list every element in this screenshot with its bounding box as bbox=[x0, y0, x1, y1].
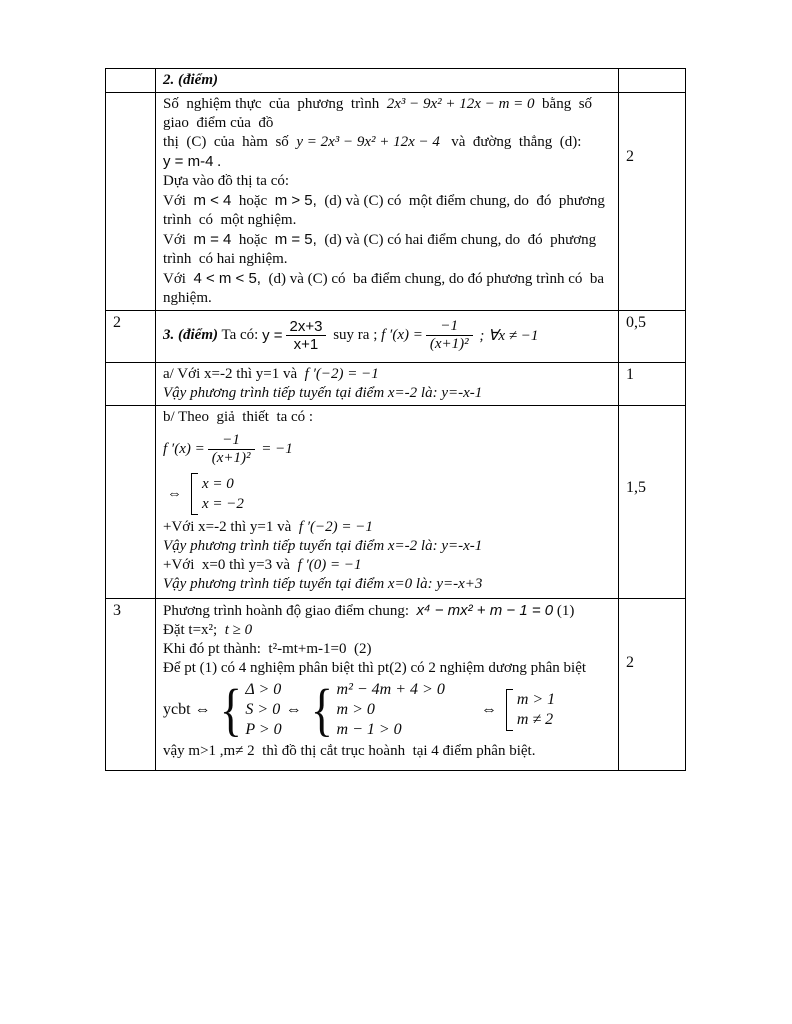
condition: Δ > 0 bbox=[245, 681, 282, 698]
question-number: 2 bbox=[113, 314, 121, 331]
text-run: . bbox=[213, 154, 221, 170]
math-expression: ; ∀x ≠ −1 bbox=[475, 328, 539, 344]
left-bracket-icon bbox=[191, 472, 244, 516]
mark-value: 1 bbox=[626, 366, 634, 383]
cell-question-number bbox=[106, 406, 156, 599]
table-row bbox=[106, 599, 686, 771]
text-run: a/ Với x=-2 thì y=1 và bbox=[163, 366, 305, 382]
iff-arrow: ⇔ bbox=[194, 701, 211, 718]
solution-table bbox=[105, 68, 686, 771]
math-expression: 2x³ − 9x² + 12x − m = 0 bbox=[386, 96, 535, 112]
math-expression: x⁴ − mx² + m − 1 = 0 bbox=[416, 602, 554, 619]
iff-arrow: ⇔ bbox=[167, 485, 182, 502]
cell-mark bbox=[619, 363, 686, 406]
text-run: Với bbox=[163, 193, 194, 209]
case-value: m ≠ 2 bbox=[516, 711, 554, 728]
math-expression: t ≥ 0 bbox=[224, 622, 253, 638]
fraction bbox=[426, 318, 473, 353]
text-run: thị (C) của hàm số bbox=[163, 134, 297, 150]
case-stack bbox=[517, 690, 555, 730]
text-run: Để pt (1) có 4 nghiệm phân biệt thì pt(2) có 2 nghiệm dương phân biệt bbox=[163, 660, 587, 676]
cell-mark bbox=[619, 69, 686, 93]
text-run: (d) và (C) có hai điểm chung, do đó phương bbox=[316, 232, 597, 248]
table-row bbox=[106, 93, 686, 311]
table-row bbox=[106, 311, 686, 363]
text-run: trình có hai nghiệm. bbox=[163, 251, 288, 267]
math-expression: 4 < m < 5, bbox=[193, 270, 261, 287]
text-run: Dựa vào đồ thị ta có: bbox=[163, 173, 290, 189]
math-expression: y = bbox=[262, 327, 283, 344]
left-bracket-icon bbox=[506, 688, 555, 732]
section-title: 2. (điểm) bbox=[163, 72, 218, 88]
fraction bbox=[286, 318, 327, 353]
iff-arrow: ⇔ bbox=[480, 701, 497, 718]
math-expression: m > 5, bbox=[274, 192, 317, 209]
text-run: (d) và (C) có một điểm chung, do đó phương bbox=[316, 193, 605, 209]
cell-content bbox=[156, 363, 619, 406]
text-run: ycbt bbox=[163, 701, 191, 718]
math-expression: f ′(−2) = −1 bbox=[304, 366, 379, 382]
case-value: x = 0 bbox=[202, 476, 234, 492]
cell-question-number bbox=[106, 363, 156, 406]
text-run: Khi đó pt thành: t²-mt+m-1=0 (2) bbox=[163, 641, 372, 657]
cell-content bbox=[156, 93, 619, 311]
text-run: hoặc bbox=[231, 193, 275, 209]
text-run: nghiệm. bbox=[163, 290, 212, 306]
math-expression: f ′(x) = bbox=[381, 327, 423, 343]
text-run: hoặc bbox=[231, 232, 275, 248]
cell-question-number bbox=[106, 69, 156, 93]
mark-value: 2 bbox=[626, 148, 634, 165]
text-run: Vậy phương trình tiếp tuyến tại điểm x=0 là: y=-x+3 bbox=[163, 576, 483, 592]
left-brace-icon: { bbox=[219, 677, 242, 743]
text-run: Vậy phương trình tiếp tuyến tại điểm x=-2 là: y=-x-1 bbox=[163, 385, 483, 401]
fraction-denominator: (x+1)² bbox=[211, 450, 251, 466]
question-number: 3 bbox=[113, 602, 121, 619]
condition: m² − 4m + 4 > 0 bbox=[336, 681, 445, 698]
cell-content bbox=[156, 599, 619, 771]
cell-mark bbox=[619, 93, 686, 311]
text-run: bằng số bbox=[534, 96, 593, 112]
cell-question-number bbox=[106, 311, 156, 363]
text-run: (d) và (C) có ba điểm chung, do đó phương trình có ba bbox=[260, 271, 605, 287]
section-title: 3. (điểm) bbox=[163, 327, 218, 343]
math-expression: m = 5, bbox=[274, 231, 317, 248]
cell-question-number bbox=[106, 599, 156, 771]
cell-mark bbox=[619, 599, 686, 771]
text-run: b/ Theo giả thiết ta có : bbox=[163, 409, 314, 425]
fraction-numerator: −1 bbox=[208, 432, 255, 450]
math-expression: m < 4 bbox=[193, 192, 232, 209]
cell-content bbox=[156, 406, 619, 599]
case-stack bbox=[202, 474, 244, 514]
mark-value: 2 bbox=[626, 654, 634, 671]
condition: S > 0 bbox=[245, 701, 281, 718]
table-row bbox=[106, 69, 686, 93]
text-run: +Với x=-2 thì y=1 và bbox=[163, 519, 299, 535]
table-row bbox=[106, 406, 686, 599]
math-expression: = −1 bbox=[257, 441, 293, 457]
text-run: Với bbox=[163, 232, 194, 248]
text-run: +Với x=0 thì y=3 và bbox=[163, 557, 298, 573]
cell-mark bbox=[619, 311, 686, 363]
text-run: Đặt t=x²; bbox=[163, 622, 225, 638]
left-brace-icon: { bbox=[310, 677, 333, 743]
math-expression: f ′(−2) = −1 bbox=[298, 519, 373, 535]
fraction-numerator: −1 bbox=[426, 318, 473, 336]
text-run: suy ra ; bbox=[329, 327, 382, 343]
table-row bbox=[106, 363, 686, 406]
case-value: m > 1 bbox=[516, 691, 556, 708]
text-run: Vậy phương trình tiếp tuyến tại điểm x=-2 là: y=-x-1 bbox=[163, 538, 483, 554]
condition: P > 0 bbox=[245, 721, 282, 738]
case-value: x = −2 bbox=[202, 496, 244, 512]
cell-question-number bbox=[106, 93, 156, 311]
fraction-denominator: x+1 bbox=[293, 336, 319, 353]
fraction-numerator: 2x+3 bbox=[286, 318, 327, 336]
mark-value: 0,5 bbox=[626, 314, 646, 331]
math-expression: m = 4 bbox=[193, 231, 232, 248]
mark-value: 1,5 bbox=[626, 479, 646, 496]
system bbox=[215, 677, 282, 743]
condition: m > 0 bbox=[336, 701, 375, 718]
math-expression: f ′(x) = bbox=[163, 441, 205, 457]
system-stack bbox=[337, 680, 445, 740]
text-run: Với bbox=[163, 271, 194, 287]
text-run: giao điểm của đồ bbox=[163, 115, 274, 131]
cell-mark bbox=[619, 406, 686, 599]
system-stack bbox=[245, 680, 281, 740]
math-expression: y = m-4 bbox=[163, 153, 214, 170]
math-expression: y = 2x³ − 9x² + 12x − 4 bbox=[296, 134, 440, 150]
fraction bbox=[208, 432, 255, 467]
text-run: vậy m>1 ,m≠ 2 thì đồ thị cắt trục hoành tại 4 điểm phân biệt. bbox=[163, 743, 536, 759]
condition: m − 1 > 0 bbox=[336, 721, 402, 738]
text-run: Số nghiệm thực của phương trình bbox=[163, 96, 387, 112]
system bbox=[306, 677, 445, 743]
cell-content bbox=[156, 311, 619, 363]
fraction-denominator: (x+1)² bbox=[429, 336, 469, 352]
text-run: Ta có: bbox=[217, 327, 263, 343]
math-expression: f ′(0) = −1 bbox=[297, 557, 362, 573]
iff-arrow: ⇔ bbox=[285, 701, 302, 718]
text-run: trình có một nghiệm. bbox=[163, 212, 297, 228]
text-run: và đường thẳng (d): bbox=[439, 134, 582, 150]
text-run: (1) bbox=[553, 603, 575, 619]
text-run: Phương trình hoành độ giao điểm chung: bbox=[163, 603, 417, 619]
cell-content bbox=[156, 69, 619, 93]
